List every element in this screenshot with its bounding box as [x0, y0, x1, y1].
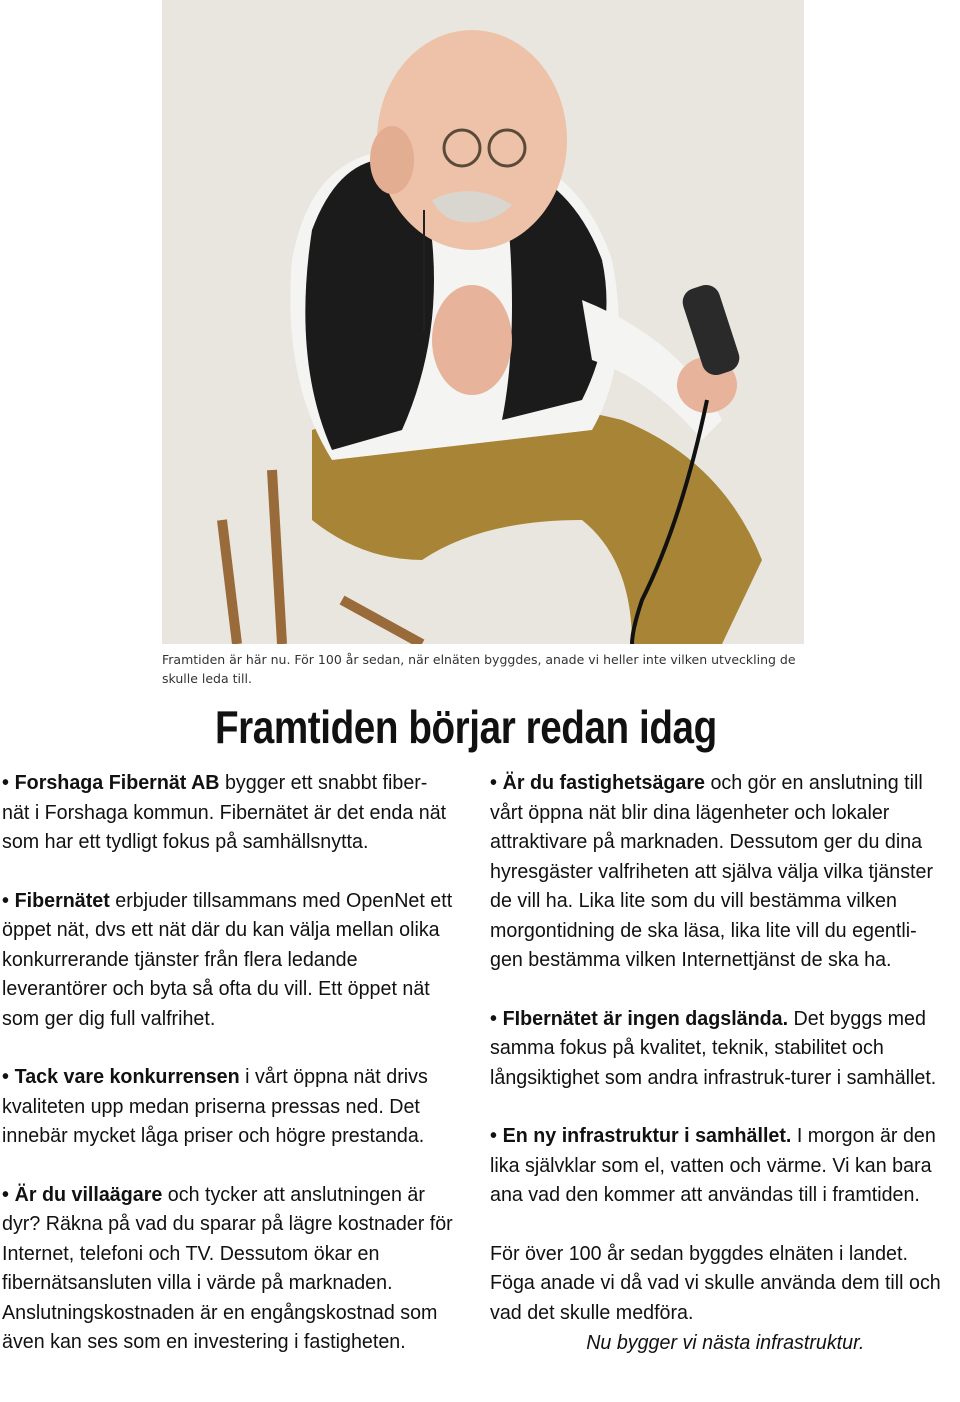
paragraph-text: och gör en anslutning till vårt öppna nät blir dina lägenheter och lokaler attraktivare på marknaden. Dessutom ger du dina hyresgäster valfriheten att själva välja vilka tjänster de vill ha. Lika lite som du vill bestämma vilken morgontidning de ska läsa, lika lite vill du egentli-gen bestämma vilken Internettjänst de ska ha. [490, 771, 934, 971]
bullet-icon: • [2, 1182, 9, 1206]
paragraph-text: erbjuder tillsammans med OpenNet ett öppet nät, dvs ett nät där du kan välja mellan olika konkurrerande tjänster från flera ledande leverantörer och byta så ofta du vill. Ett öppet nät som ger dig full valfrihet. [2, 888, 453, 1030]
paragraph-infrastruktur [490, 1121, 941, 1210]
paragraph-lead: Forshaga Fibernät AB [14, 771, 220, 794]
bullet-icon: • [490, 1124, 497, 1147]
man-with-plug-illustration [162, 0, 804, 644]
paragraph-fibernatet [2, 886, 453, 1034]
paragraph-text: Det byggs med samma fokus på kvalitet, teknik, stabilitet och långsiktighet som andra infrastruk-turer i samhället. [490, 1006, 937, 1089]
paragraph-lead: Tack vare konkurrensen [14, 1065, 240, 1088]
closing-line: Nu bygger vi nästa infrastruktur. [586, 1331, 865, 1354]
paragraph-lead: Är du villaägare [14, 1182, 163, 1206]
headline: Framtiden börjar redan idag [215, 701, 717, 753]
hero-photo [162, 0, 804, 644]
paragraph-lead: En ny infrastruktur i samhället. [502, 1124, 792, 1147]
paragraph-lead: Fibernätet [14, 888, 110, 912]
right-column [490, 768, 960, 1387]
paragraph-villaagare [2, 1180, 453, 1357]
bullet-icon: • [490, 1006, 497, 1030]
paragraph-konkurrensen [2, 1062, 453, 1151]
paragraph-dagslanda [490, 1004, 941, 1093]
bullet-icon: • [2, 771, 9, 794]
paragraph-final: För över 100 år sedan byggdes elnäten i landet. Föga anade vi då vad vi skulle använda dem till och vad det skulle medföra. [490, 1241, 941, 1324]
bullet-icon: • [2, 888, 9, 912]
left-column [2, 768, 472, 1386]
paragraph-lead: FIbernätet är ingen dagslända. [502, 1006, 789, 1030]
paragraph-lead: Är du fastighetsägare [502, 771, 705, 794]
bullet-icon: • [2, 1065, 9, 1088]
bullet-icon: • [490, 771, 497, 794]
paragraph-text: I morgon är den lika självklar som el, vatten och värme. Vi kan bara ana vad den kommer att användas till i framtiden. [490, 1124, 936, 1206]
photo-caption: Framtiden är här nu. För 100 år sedan, när elnäten byggdes, anade vi heller inte vilken utveckling de skulle leda till. [162, 652, 796, 686]
paragraph-fastighetsagare [490, 768, 941, 975]
paragraph-text: och tycker att anslutningen är dyr? Räkna på vad du sparar på lägre kostnader för Internet, telefoni och TV. Dessutom ökar en fibernätsansluten villa i värde på marknaden. Anslutningskostnaden är en engångskostnad som även kan ses som en investering i fastigheten. [2, 1182, 453, 1353]
paragraph-text: bygger ett snabbt fiber-nät i Forshaga kommun. Fibernätet är det enda nät som har ett tydligt fokus på samhällsnytta. [2, 771, 447, 853]
paragraph-text: i vårt öppna nät drivs kvaliteten upp medan priserna pressas ned. Det innebär mycket låga priser och högre prestanda. [2, 1065, 428, 1147]
paragraph-forshaga [2, 768, 453, 857]
